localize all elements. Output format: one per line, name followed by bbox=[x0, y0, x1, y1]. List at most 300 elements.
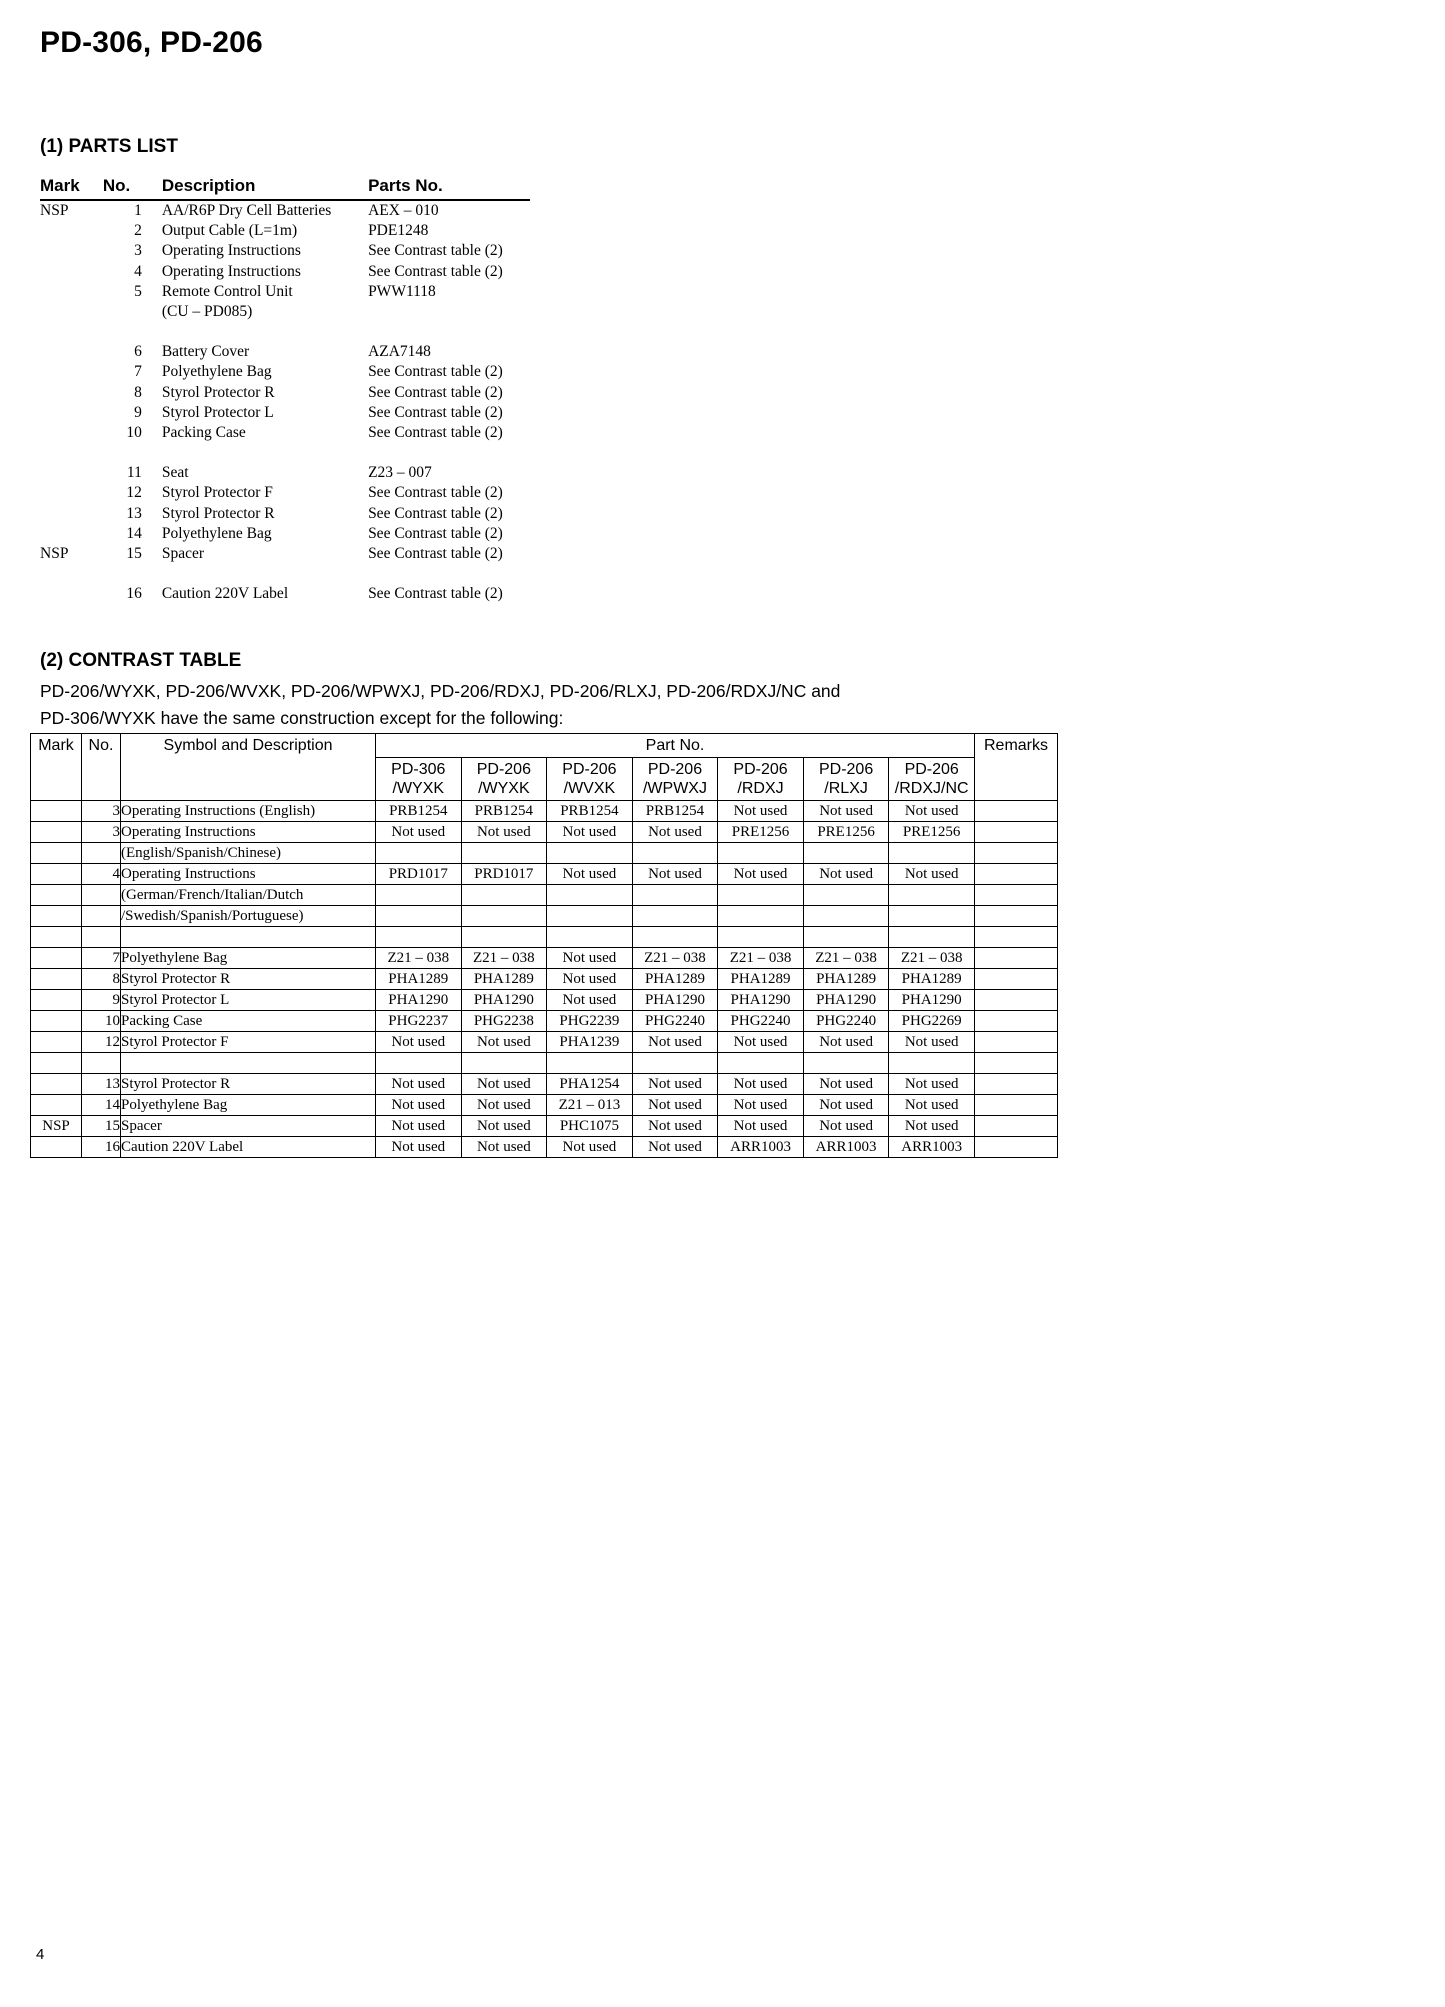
cell-value-model-1: PRB1254 bbox=[376, 801, 462, 822]
cell-description: /Swedish/Spanish/Portuguese) bbox=[121, 906, 376, 927]
cell-value-model-4: Not used bbox=[632, 1095, 718, 1116]
cell-value-model-7: Not used bbox=[889, 1116, 975, 1137]
cell-value-model-2: Not used bbox=[461, 1116, 547, 1137]
cell-mark bbox=[31, 990, 82, 1011]
cell-no: 8 bbox=[82, 969, 121, 990]
page-number: 4 bbox=[36, 1946, 45, 1963]
cell-mark bbox=[40, 423, 103, 443]
cell-no: 16 bbox=[82, 1137, 121, 1158]
col-header-mark: Mark bbox=[40, 176, 103, 200]
parts-list-row bbox=[40, 221, 530, 241]
cell-value-model-6: PHG2240 bbox=[803, 1011, 889, 1032]
cell-value-model-5: PHA1289 bbox=[718, 969, 804, 990]
cell-value-model-4: Not used bbox=[632, 864, 718, 885]
cell-mark: NSP bbox=[40, 202, 69, 219]
cell-description: Polyethylene Bag bbox=[121, 948, 376, 969]
cell-no: 9 bbox=[134, 403, 142, 421]
cell-value-model-7 bbox=[889, 885, 975, 906]
cell-no: 12 bbox=[126, 484, 142, 502]
cell-value-model-6 bbox=[803, 843, 889, 864]
parts-list-spacer bbox=[40, 443, 530, 463]
cell-value-model-6: Not used bbox=[803, 1032, 889, 1053]
contrast-col-mark: Mark bbox=[31, 734, 82, 801]
cell-value-model-7: Not used bbox=[889, 1074, 975, 1095]
contrast-table-header bbox=[31, 734, 1058, 801]
parts-list-row bbox=[40, 403, 530, 423]
cell-value-model-7: PHG2269 bbox=[889, 1011, 975, 1032]
intro-line-2: PD-306/WYXK have the same construction except for the following: bbox=[40, 708, 564, 728]
cell-value-model-3: PHA1239 bbox=[547, 1032, 633, 1053]
cell-description: (English/Spanish/Chinese) bbox=[121, 843, 376, 864]
cell-no: 15 bbox=[126, 545, 142, 563]
cell-no: 14 bbox=[82, 1095, 121, 1116]
cell-mark bbox=[40, 524, 103, 544]
cell-no: 16 bbox=[126, 585, 142, 603]
cell-no: 4 bbox=[82, 864, 121, 885]
contrast-table-body bbox=[31, 801, 1058, 1158]
cell-no: 3 bbox=[82, 822, 121, 843]
cell-value-model-3 bbox=[547, 885, 633, 906]
cell-value-model-3 bbox=[547, 927, 633, 948]
cell-parts-no: See Contrast table (2) bbox=[368, 363, 503, 381]
cell-no bbox=[82, 906, 121, 927]
cell-value-model-4 bbox=[632, 906, 718, 927]
cell-mark bbox=[40, 221, 103, 241]
cell-mark bbox=[31, 1137, 82, 1158]
cell-description: Battery Cover bbox=[161, 343, 250, 361]
cell-value-model-6 bbox=[803, 927, 889, 948]
contrast-table-row bbox=[31, 1116, 1058, 1137]
cell-parts-no: See Contrast table (2) bbox=[368, 504, 503, 522]
contrast-table-row bbox=[31, 822, 1058, 843]
cell-value-model-5 bbox=[718, 843, 804, 864]
cell-value-model-4 bbox=[632, 1053, 718, 1074]
cell-value-model-6: Z21 – 038 bbox=[803, 948, 889, 969]
cell-no: 7 bbox=[82, 948, 121, 969]
cell-value-model-5: ARR1003 bbox=[718, 1137, 804, 1158]
cell-value-model-2: PHA1289 bbox=[461, 969, 547, 990]
cell-parts-no: PWW1118 bbox=[368, 282, 436, 300]
cell-mark bbox=[40, 504, 103, 524]
cell-remarks bbox=[975, 1032, 1058, 1053]
contrast-col-no: No. bbox=[82, 734, 121, 801]
cell-value-model-4: Not used bbox=[632, 1116, 718, 1137]
cell-mark bbox=[31, 906, 82, 927]
cell-description: Operating Instructions bbox=[121, 822, 376, 843]
parts-list-row bbox=[40, 504, 530, 524]
parts-list-header bbox=[40, 176, 530, 200]
cell-parts-no: Z23 – 007 bbox=[368, 464, 432, 482]
cell-value-model-1 bbox=[376, 843, 462, 864]
cell-parts-no: See Contrast table (2) bbox=[368, 524, 503, 542]
cell-value-model-3: PRB1254 bbox=[547, 801, 633, 822]
cell-no: 13 bbox=[82, 1074, 121, 1095]
model-line-1: PD-206 bbox=[647, 761, 703, 778]
cell-value-model-4: PRB1254 bbox=[632, 801, 718, 822]
cell-remarks bbox=[975, 969, 1058, 990]
contrast-table-wrapper bbox=[30, 733, 1058, 1158]
contrast-table-row bbox=[31, 1032, 1058, 1053]
contrast-col-description: Symbol and Description bbox=[121, 734, 376, 801]
cell-value-model-1: Not used bbox=[376, 1137, 462, 1158]
contrast-col-remarks: Remarks bbox=[975, 734, 1058, 801]
cell-value-model-7: Not used bbox=[889, 1032, 975, 1053]
parts-list-row bbox=[40, 463, 530, 483]
contrast-col-model-1 bbox=[376, 758, 462, 801]
parts-list-row bbox=[40, 282, 530, 302]
cell-value-model-2 bbox=[461, 927, 547, 948]
cell-mark: NSP bbox=[31, 1116, 82, 1137]
model-line-1: PD-206 bbox=[818, 761, 874, 778]
cell-value-model-3: PHC1075 bbox=[547, 1116, 633, 1137]
cell-mark bbox=[40, 302, 103, 322]
cell-mark bbox=[31, 969, 82, 990]
cell-parts-no: See Contrast table (2) bbox=[368, 585, 503, 603]
parts-list-row bbox=[40, 524, 530, 544]
cell-mark bbox=[40, 342, 103, 362]
cell-description: Operating Instructions bbox=[161, 242, 301, 260]
cell-value-model-5 bbox=[718, 1053, 804, 1074]
page-title: PD-306, PD-206 bbox=[40, 26, 263, 59]
cell-mark bbox=[40, 483, 103, 503]
cell-description: Operating Instructions bbox=[121, 864, 376, 885]
cell-value-model-1: PRD1017 bbox=[376, 864, 462, 885]
cell-value-model-7: PHA1289 bbox=[889, 969, 975, 990]
contrast-table-row bbox=[31, 801, 1058, 822]
model-line-1: PD-206 bbox=[733, 761, 788, 778]
cell-description: Spacer bbox=[161, 545, 205, 563]
cell-value-model-2: Z21 – 038 bbox=[461, 948, 547, 969]
cell-remarks bbox=[975, 927, 1058, 948]
cell-value-model-2: Not used bbox=[461, 1074, 547, 1095]
cell-parts-no: See Contrast table (2) bbox=[368, 545, 503, 563]
cell-value-model-5: PRE1256 bbox=[718, 822, 804, 843]
cell-no: 15 bbox=[82, 1116, 121, 1137]
cell-no bbox=[82, 843, 121, 864]
cell-mark bbox=[31, 1053, 82, 1074]
parts-list-row bbox=[40, 302, 530, 322]
contrast-table bbox=[30, 733, 1058, 1158]
cell-value-model-7: Not used bbox=[889, 864, 975, 885]
cell-value-model-1: Z21 – 038 bbox=[376, 948, 462, 969]
cell-value-model-4: Z21 – 038 bbox=[632, 948, 718, 969]
cell-mark bbox=[31, 927, 82, 948]
cell-remarks bbox=[975, 864, 1058, 885]
cell-value-model-2 bbox=[461, 885, 547, 906]
cell-description: Remote Control Unit bbox=[161, 282, 293, 300]
cell-parts-no: See Contrast table (2) bbox=[368, 262, 503, 280]
cell-value-model-1: PHG2237 bbox=[376, 1011, 462, 1032]
contrast-table-row bbox=[31, 1074, 1058, 1095]
contrast-table-row bbox=[31, 864, 1058, 885]
cell-remarks bbox=[975, 801, 1058, 822]
cell-value-model-1: PHA1290 bbox=[376, 990, 462, 1011]
cell-value-model-7: PHA1290 bbox=[889, 990, 975, 1011]
parts-list-section bbox=[40, 176, 530, 604]
cell-mark bbox=[40, 241, 103, 261]
parts-list-row bbox=[40, 544, 530, 564]
parts-list-row bbox=[40, 342, 530, 362]
cell-parts-no: See Contrast table (2) bbox=[368, 242, 503, 260]
cell-value-model-1: Not used bbox=[376, 1116, 462, 1137]
parts-list-spacer bbox=[40, 322, 530, 342]
cell-remarks bbox=[975, 885, 1058, 906]
cell-value-model-6: PHA1290 bbox=[803, 990, 889, 1011]
cell-value-model-5: Not used bbox=[718, 864, 804, 885]
cell-value-model-6: Not used bbox=[803, 864, 889, 885]
cell-mark: NSP bbox=[40, 545, 69, 563]
cell-value-model-5: Not used bbox=[718, 801, 804, 822]
cell-value-model-1 bbox=[376, 927, 462, 948]
cell-description bbox=[121, 1053, 376, 1074]
parts-list-spacer bbox=[40, 564, 530, 584]
model-line-1: PD-206 bbox=[904, 761, 959, 778]
cell-value-model-1: Not used bbox=[376, 1032, 462, 1053]
cell-no bbox=[82, 1053, 121, 1074]
cell-no: 14 bbox=[126, 524, 142, 542]
cell-value-model-4: PHA1290 bbox=[632, 990, 718, 1011]
cell-description: Caution 220V Label bbox=[161, 585, 289, 603]
cell-value-model-6: Not used bbox=[803, 801, 889, 822]
cell-value-model-3: Not used bbox=[547, 969, 633, 990]
contrast-table-row bbox=[31, 1095, 1058, 1116]
cell-value-model-5: Not used bbox=[718, 1074, 804, 1095]
spacer-cell bbox=[40, 564, 530, 584]
cell-no bbox=[103, 302, 154, 322]
cell-value-model-1: Not used bbox=[376, 1095, 462, 1116]
cell-value-model-3: Not used bbox=[547, 822, 633, 843]
cell-no: 3 bbox=[134, 242, 142, 260]
cell-value-model-4: Not used bbox=[632, 1137, 718, 1158]
cell-value-model-5: PHA1290 bbox=[718, 990, 804, 1011]
cell-value-model-2: Not used bbox=[461, 1137, 547, 1158]
cell-mark bbox=[40, 584, 103, 604]
cell-mark bbox=[31, 885, 82, 906]
cell-value-model-6: Not used bbox=[803, 1116, 889, 1137]
parts-list-row bbox=[40, 362, 530, 382]
cell-remarks bbox=[975, 1011, 1058, 1032]
contrast-table-row bbox=[31, 1137, 1058, 1158]
cell-value-model-7: Z21 – 038 bbox=[889, 948, 975, 969]
cell-remarks bbox=[975, 1137, 1058, 1158]
parts-list-table bbox=[40, 176, 530, 604]
cell-value-model-3 bbox=[547, 906, 633, 927]
cell-no: 9 bbox=[82, 990, 121, 1011]
cell-no: 11 bbox=[126, 464, 142, 482]
cell-value-model-5: Not used bbox=[718, 1116, 804, 1137]
cell-description: Seat bbox=[161, 464, 189, 482]
cell-value-model-7: Not used bbox=[889, 801, 975, 822]
cell-description: Styrol Protector R bbox=[161, 504, 275, 522]
cell-remarks bbox=[975, 1095, 1058, 1116]
cell-description: Packing Case bbox=[161, 424, 246, 442]
cell-value-model-2: PHA1290 bbox=[461, 990, 547, 1011]
cell-value-model-3 bbox=[547, 1053, 633, 1074]
cell-value-model-5: Not used bbox=[718, 1032, 804, 1053]
cell-value-model-6: PHA1289 bbox=[803, 969, 889, 990]
cell-value-model-3 bbox=[547, 843, 633, 864]
cell-value-model-7 bbox=[889, 843, 975, 864]
cell-remarks bbox=[975, 948, 1058, 969]
cell-value-model-6: Not used bbox=[803, 1095, 889, 1116]
cell-remarks bbox=[975, 1053, 1058, 1074]
contrast-col-model-5 bbox=[718, 758, 804, 801]
cell-value-model-4: Not used bbox=[632, 1032, 718, 1053]
cell-value-model-7 bbox=[889, 1053, 975, 1074]
model-line-2: /WYXK bbox=[392, 780, 445, 797]
col-header-parts-no: Parts No. bbox=[364, 176, 530, 200]
cell-value-model-6: ARR1003 bbox=[803, 1137, 889, 1158]
cell-parts-no: See Contrast table (2) bbox=[368, 484, 503, 502]
parts-list-row bbox=[40, 262, 530, 282]
contrast-table-row bbox=[31, 990, 1058, 1011]
parts-list-row bbox=[40, 483, 530, 503]
cell-no: 3 bbox=[82, 801, 121, 822]
contrast-table-heading: (2) CONTRAST TABLE bbox=[40, 650, 242, 671]
cell-no: 13 bbox=[126, 504, 142, 522]
cell-description: Polyethylene Bag bbox=[161, 363, 272, 381]
cell-value-model-6 bbox=[803, 1053, 889, 1074]
cell-mark bbox=[40, 383, 103, 403]
model-line-2: /RDXJ/NC bbox=[894, 780, 969, 797]
cell-mark bbox=[31, 1032, 82, 1053]
cell-value-model-5: Not used bbox=[718, 1095, 804, 1116]
cell-no: 4 bbox=[134, 262, 142, 280]
contrast-col-model-3 bbox=[547, 758, 633, 801]
cell-mark bbox=[31, 801, 82, 822]
cell-value-model-6: Not used bbox=[803, 1074, 889, 1095]
cell-no: 5 bbox=[134, 282, 142, 300]
parts-list-row bbox=[40, 200, 530, 221]
cell-no: 10 bbox=[126, 424, 142, 442]
cell-description: Operating Instructions bbox=[161, 262, 301, 280]
contrast-table-row bbox=[31, 1053, 1058, 1074]
contrast-table-row bbox=[31, 969, 1058, 990]
cell-description: Styrol Protector L bbox=[121, 990, 376, 1011]
cell-no: 1 bbox=[134, 202, 142, 219]
cell-description: Styrol Protector R bbox=[121, 969, 376, 990]
cell-remarks bbox=[975, 822, 1058, 843]
col-header-desc: Description bbox=[154, 176, 364, 200]
cell-no: 7 bbox=[134, 363, 142, 381]
cell-no bbox=[82, 885, 121, 906]
cell-mark bbox=[40, 403, 103, 423]
contrast-table-row bbox=[31, 885, 1058, 906]
cell-description: Styrol Protector F bbox=[161, 484, 273, 502]
cell-value-model-7 bbox=[889, 906, 975, 927]
model-line-2: /RDXJ bbox=[737, 780, 784, 797]
cell-value-model-7: PRE1256 bbox=[889, 822, 975, 843]
cell-value-model-5: PHG2240 bbox=[718, 1011, 804, 1032]
contrast-col-model-7 bbox=[889, 758, 975, 801]
cell-value-model-5 bbox=[718, 927, 804, 948]
cell-value-model-4: PHG2240 bbox=[632, 1011, 718, 1032]
cell-value-model-2: Not used bbox=[461, 1032, 547, 1053]
contrast-header-row-1 bbox=[31, 734, 1058, 758]
cell-value-model-5 bbox=[718, 885, 804, 906]
parts-list-row bbox=[40, 584, 530, 604]
cell-value-model-2: PRD1017 bbox=[461, 864, 547, 885]
parts-list-header-row bbox=[40, 176, 530, 200]
contrast-table-row bbox=[31, 843, 1058, 864]
cell-parts-no: AEX – 010 bbox=[368, 202, 439, 219]
model-line-2: /WPWXJ bbox=[642, 780, 707, 797]
cell-value-model-4 bbox=[632, 885, 718, 906]
cell-remarks bbox=[975, 843, 1058, 864]
cell-value-model-6 bbox=[803, 906, 889, 927]
col-header-no: No. bbox=[103, 176, 154, 200]
contrast-table-row bbox=[31, 906, 1058, 927]
cell-description: AA/R6P Dry Cell Batteries bbox=[161, 202, 332, 219]
cell-parts-no: PDE1248 bbox=[368, 222, 429, 240]
cell-mark bbox=[40, 262, 103, 282]
cell-value-model-5 bbox=[718, 906, 804, 927]
parts-list-row bbox=[40, 383, 530, 403]
cell-value-model-7: Not used bbox=[889, 1095, 975, 1116]
cell-value-model-2: Not used bbox=[461, 1095, 547, 1116]
cell-no: 8 bbox=[134, 383, 142, 401]
contrast-table-intro bbox=[40, 678, 1070, 732]
cell-mark bbox=[31, 948, 82, 969]
cell-value-model-1: Not used bbox=[376, 822, 462, 843]
cell-description: Output Cable (L=1m) bbox=[161, 222, 298, 240]
cell-description: Styrol Protector F bbox=[121, 1032, 376, 1053]
cell-no: 10 bbox=[82, 1011, 121, 1032]
cell-value-model-6: PRE1256 bbox=[803, 822, 889, 843]
model-line-2: /WYXK bbox=[478, 780, 530, 797]
cell-description: Polyethylene Bag bbox=[121, 1095, 376, 1116]
cell-remarks bbox=[975, 906, 1058, 927]
cell-mark bbox=[31, 864, 82, 885]
cell-value-model-4 bbox=[632, 843, 718, 864]
contrast-col-model-2 bbox=[461, 758, 547, 801]
cell-mark bbox=[40, 362, 103, 382]
contrast-table-row bbox=[31, 927, 1058, 948]
cell-mark bbox=[31, 1011, 82, 1032]
cell-value-model-6 bbox=[803, 885, 889, 906]
cell-no: 2 bbox=[134, 222, 142, 240]
cell-value-model-1: PHA1289 bbox=[376, 969, 462, 990]
model-line-2: /WVXK bbox=[563, 780, 616, 797]
cell-value-model-3: Not used bbox=[547, 948, 633, 969]
cell-description: Packing Case bbox=[121, 1011, 376, 1032]
cell-no: 12 bbox=[82, 1032, 121, 1053]
cell-description: (CU – PD085) bbox=[161, 303, 253, 321]
intro-line-1: PD-206/WYXK, PD-206/WVXK, PD-206/WPWXJ, PD-206/RDXJ, PD-206/RLXJ, PD-206/RDXJ/NC and bbox=[40, 681, 841, 701]
cell-value-model-1 bbox=[376, 1053, 462, 1074]
cell-no: 6 bbox=[134, 343, 142, 361]
cell-value-model-7 bbox=[889, 927, 975, 948]
cell-value-model-4 bbox=[632, 927, 718, 948]
parts-list-body bbox=[40, 200, 530, 604]
cell-value-model-4: Not used bbox=[632, 822, 718, 843]
cell-value-model-1 bbox=[376, 906, 462, 927]
cell-mark bbox=[31, 1095, 82, 1116]
cell-mark bbox=[40, 282, 103, 302]
model-line-1: PD-206 bbox=[476, 761, 531, 778]
cell-value-model-2 bbox=[461, 906, 547, 927]
parts-list-row bbox=[40, 423, 530, 443]
cell-description: Spacer bbox=[121, 1116, 376, 1137]
cell-value-model-3: PHA1254 bbox=[547, 1074, 633, 1095]
cell-description: Styrol Protector L bbox=[161, 403, 274, 421]
cell-remarks bbox=[975, 1074, 1058, 1095]
cell-parts-no: AZA7148 bbox=[368, 343, 431, 361]
cell-parts-no bbox=[364, 302, 530, 322]
contrast-col-group-part-no: Part No. bbox=[376, 734, 975, 758]
parts-list-heading: (1) PARTS LIST bbox=[40, 136, 178, 157]
model-line-2: /RLXJ bbox=[824, 780, 868, 797]
